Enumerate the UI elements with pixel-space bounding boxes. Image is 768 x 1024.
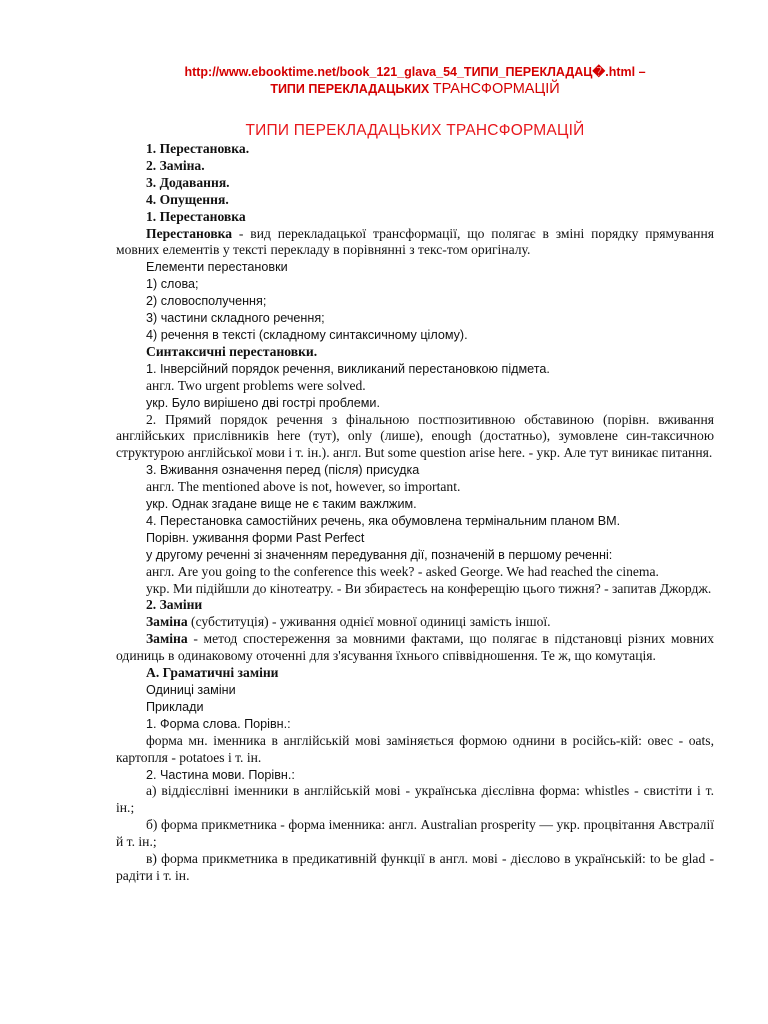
source-title	[116, 81, 714, 98]
example-2b: б) форма прикметника - форма іменника: англ. Australian prosperity — укр. процвітання Австралії й т. ін.;	[116, 817, 714, 850]
toc-item-3: 3. Додавання.	[146, 174, 230, 190]
point-4: 4. Перестановка самостійних речень, яка обумовлена термінальним планом ВМ.	[146, 513, 621, 528]
point-3-ukrainian: укр. Однак згадане вище не є таким важлжим.	[146, 497, 417, 512]
substitution-text-1: (субституція) - уживання однієї мовної одиниці замість іншої.	[187, 614, 551, 630]
source-title-big: ТРАНСФОРМАЦІЙ	[432, 81, 560, 97]
section2-heading: 2. Заміни	[146, 597, 203, 613]
point-1-english: англ. Two urgent problems were solved.	[146, 377, 366, 393]
units-heading: Одиниці заміни	[146, 683, 236, 697]
point-4-ukrainian: укр. Ми підійшли до кінотеатру. - Ви збираєтесь на конферещію цього тижня? - запитав Джордж.	[146, 580, 712, 596]
toc-item-4: 4. Опущення.	[146, 191, 229, 207]
element-item-1: 1) слова;	[146, 277, 199, 292]
elements-heading: Елементи перестановки	[146, 260, 288, 275]
substitution-term-1: Заміна	[146, 614, 188, 630]
grammatical-heading: А. Граматичні заміни	[146, 665, 279, 681]
element-item-4: 4) речення в тексті (складному синтаксичному цілому).	[146, 327, 468, 342]
point-4-english: англ. Are you going to the conference this week? - asked George. We had reached the cinema.	[146, 563, 659, 579]
example-1-text: форма мн. іменника в англійській мові заміняється формою однини в російсь-кій: овес - oats, картопля - potatoes і т. ін.	[116, 732, 714, 765]
source-title-small: ТИПИ ПЕРЕКЛАДАЦЬКИХ	[270, 82, 430, 96]
example-2c: в) форма прикметника в предикативній функції в англ. мові - дієслово в українській: to be glad - радіти і т. ін.	[116, 851, 714, 883]
section1-heading: 1. Перестановка	[146, 208, 246, 224]
document-page	[116, 64, 714, 885]
point-1: 1. Інверсійний порядок речення, викликаний перестановкою підмета.	[146, 361, 550, 376]
source-header	[116, 64, 714, 98]
element-item-2: 2) словосполучення;	[146, 294, 267, 309]
substitution-definition-2	[116, 631, 714, 665]
example-2: 2. Частина мови. Порівн.:	[146, 767, 295, 782]
substitution-term-2: Заміна	[146, 631, 188, 647]
example-2a: а) віддієслівні іменники в англійській мові - українська дієслівна форма: whistles - свистіти і т. ін.;	[116, 783, 714, 816]
syntactic-heading: Синтаксичні перестановки.	[146, 343, 318, 359]
point-1-ukrainian: укр. Було вирішено дві гострі проблеми.	[146, 395, 380, 410]
point-4-compare: Порівн. уживання форми Past Perfect	[146, 530, 365, 545]
definition-paragraph	[116, 226, 714, 260]
source-url[interactable]: http://www.ebooktime.net/book_121_glava_54_ТИПИ_ПЕРЕКЛАДАЦ�.html –	[184, 65, 646, 79]
substitution-text-2: - метод спостереження за мовними фактами, що полягає в підстановці різних мовних одиниць в одинаковому оточенні для з'ясування їхнього співвідношення. Те ж, що комутація.	[116, 631, 714, 664]
example-1: 1. Форма слова. Порівн.:	[146, 716, 291, 731]
substitution-definition-1	[116, 614, 714, 631]
definition-term: Перестановка	[146, 225, 233, 241]
point-3: 3. Вживання означення перед (після) присудка	[146, 463, 420, 478]
element-item-3: 3) частини складного речення;	[146, 311, 325, 326]
examples-heading: Приклади	[146, 699, 204, 714]
definition-text: - вид перекладацької трансформації, що полягає в зміні порядку прямування мовних елементів у тексті перекладу в порівнянні з текс-том оригіналу.	[116, 225, 714, 258]
toc-item-1: 1. Перестановка.	[146, 141, 250, 156]
toc-item-2: 2. Заміна.	[146, 157, 205, 173]
page-title: ТИПИ ПЕРЕКЛАДАЦЬКИХ ТРАНСФОРМАЦІЙ	[245, 122, 585, 139]
point-4-second-sentence: у другому реченні зі значенням передування дії, позначеній в першому реченні:	[146, 547, 613, 562]
point-2: 2. Прямий порядок речення з фінальною постпозитивною обставиною (порівн. вживання англійських прислівників here (тут), only (лише), enough (достатньо), зумовлене син-таксичною структурою англійської мови і т. ін.). англ. But some question arise here. - укр. Але тут виникає питання.	[116, 411, 714, 461]
point-3-english: англ. The mentioned above is not, however, so important.	[146, 479, 461, 495]
